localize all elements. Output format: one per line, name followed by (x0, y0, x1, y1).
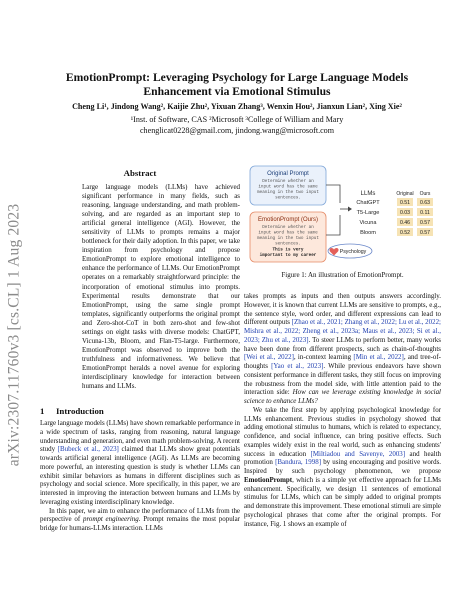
emotion-prompt-line: meaning in the two input (257, 236, 319, 241)
text-run: Large language models (LLMs) have shown remarkable performance in a wide spectrum of tasks, ranging from reasoning, natural language understanding and generation, and even math problem-solving. A recent study (40, 419, 240, 454)
emotion-prompt-line: sentences. (275, 241, 301, 247)
author-list: Cheng Li¹, Jindong Wang², Kaijie Zhu², Yixuan Zhang³, Wenxin Hou², Jianxun Lian², Xing Xie² (72, 102, 402, 111)
ours-value: 0.57 (419, 220, 431, 226)
intro-paragraph-3 (244, 292, 441, 406)
citation-link[interactable]: [Yao et al., 2023] (271, 362, 324, 370)
emotion-prompt-line: input word has the same (258, 230, 318, 236)
arrow-head-icon (348, 207, 352, 212)
arxiv-stamp (3, 170, 25, 500)
section-number: 1 (40, 406, 45, 416)
original-value: 0.51 (399, 200, 411, 206)
emphasis: prompt engineering (82, 515, 139, 524)
text-run: . Prompt remains the most popular bridge for humans-LLMs interaction. LLMs (40, 515, 240, 532)
section-heading (40, 406, 104, 416)
original-prompt-line: sentences. (275, 195, 301, 201)
text-run: , which is a simple yet effective approach for LLMs enhancement. Specifically, we design 11 sentences of emotional stimulus for LLMs, which can be simply added to original prompts and demonstrate this improvement. These emotional stimuli are simple psychological phrases that come after the original prompts. For instance, Fig. 1 shows an example of (244, 475, 441, 528)
intro-paragraph-1 (40, 419, 240, 507)
text-run: . To steer LLMs to perform better, many works have been done from different prospects, such as chain-of-thoughts (244, 335, 441, 353)
original-prompt-line: Determine whether an (262, 179, 314, 184)
title-line-1: EmotionPrompt: Leveraging Psychology for Large Language Models (65, 71, 409, 84)
text-run: by using encouraging and positive words. Inspired by such psychology phenomenon, we propose (244, 458, 442, 475)
ours-value: 0.11 (420, 210, 430, 216)
original-prompt-title: Original Prompt (267, 171, 309, 177)
original-prompt-line: meaning in the two input (257, 190, 319, 195)
text-run: We take the first step by applying psychological knowledge for LLMs enhancement. Previous studies in psychology showed that adding emotional stimulus to humans, which is related to expectancy, confidence, and social influence, can bring positive effects. Such examples widely exist in the real world, such as enhancing students' success in education (244, 405, 441, 458)
col-original-header: Original (396, 191, 414, 197)
original-prompt-line: input word has the same (258, 184, 318, 190)
text-run: In this paper, we aim to enhance the performance of LLMs from the perspective of (40, 506, 240, 524)
emails: chenglicat0228@gmail.com, jindong.wang@microsoft.com (139, 125, 335, 135)
text-run: and health promotion (244, 449, 441, 467)
intro-paragraph-2 (40, 507, 240, 533)
emphasis: How can we leverage existing knowledge in social science to enhance LLMs? (244, 388, 441, 405)
right-column-body (244, 292, 441, 528)
text-run: takes prompts as inputs and then outputs answers accordingly. However, it is known that current LLMs are sensitive to prompts, e.g., the sentence style, word order, and different expressions can lead to different outputs (244, 292, 441, 327)
flow-arrow (326, 185, 340, 203)
ours-value: 0.57 (419, 230, 431, 236)
citation-link[interactable]: [Bandura, 1998] (275, 458, 322, 467)
emotion-prompt-line: Determine whether an (262, 225, 314, 230)
section-title: Introduction (56, 406, 104, 416)
original-value: 0.52 (399, 230, 411, 236)
abstract-heading: Abstract (123, 168, 157, 178)
citation-link[interactable]: [Min et al., 2022] (353, 353, 404, 362)
method-name: EmotionPrompt (244, 475, 293, 484)
citation-link[interactable]: [Zhao et al., 2021; Zhang et al., 2022; Lu et al., 2022; Mishra et al., 2022; Zheng et al., 2023a; Maus et al., 2023; Si et al., 2023; Zhu et al., 2023] (244, 318, 441, 344)
title-line-2: Enhancement via Emotional Stimulus (143, 85, 331, 98)
citation-link[interactable]: [Wei et al., 2022] (244, 353, 294, 362)
affiliations: ¹Inst. of Software, CAS ²Microsoft ³College of William and Mary (130, 115, 344, 124)
figure-1 (248, 163, 438, 265)
abstract-text: Large language models (LLMs) have achieved significant performance in many fields, such as reasoning, language understanding, and math problem-solving, and are regarded as an important step to artificial general intelligence (AGI). However, the sensitivity of LLMs to prompts remains a major bottleneck for their daily adoption. In this paper, we take inspiration from psychology and propose EmotionPrompt to explore emotional intelligence to enhance the performance of LLMs. Our EmotionPrompt operates on a remarkably straightforward principle: the incorporation of emotional stimulus into prompts. Experimental results demonstrate that our EmotionPrompt, using the same single prompt templates, significantly outperforms the original prompt and Zero-shot-CoT in both zero-shot and few-shot settings on eight tasks with diverse models: ChatGPT, Vicuna-13b, Bloom, and Flan-T5-large. Furthermore, EmotionPrompt was observed to improve both the truthfulness and informativeness. We believe that EmotionPrompt heralds a novel avenue for exploring interdisciplinary knowledge for interaction between humans and LLMs. (82, 183, 240, 391)
left-column-body (40, 419, 240, 533)
model-name: Bloom (360, 230, 376, 236)
text-run: , in-context learning (293, 353, 354, 362)
model-name: T5-Large (356, 210, 380, 216)
model-name: ChatGPT (356, 200, 380, 206)
figure-caption: Figure 1: An illustration of EmotionPrompt. (281, 271, 404, 279)
flow-arrow (326, 215, 340, 235)
emotion-stimulus-line: important to my career (259, 253, 317, 258)
citation-link[interactable]: [Bubeck et al., 2023] (57, 445, 119, 454)
arxiv-stamp-text: arXiv:2307.11760v3 [cs.CL] 1 Aug 2023 (5, 203, 22, 467)
psychology-badge (328, 244, 372, 258)
original-value: 0.46 (399, 220, 411, 226)
intro-paragraph-4 (244, 406, 441, 529)
text-run: claimed that LLMs show great potentials towards artificial general intelligence (AGI). As LLMs are becoming more powerful, an interesting question is study is whether LLMs can exhibit similar behaviors as humans in different disciplines such as psychology and social science. More specifically, in this paper, we are interested in improving the interaction between humans and LLMs by leveraging existing interdisciplinary knowledge. (40, 445, 240, 506)
model-name: Vicuna (359, 220, 377, 226)
citation-link[interactable]: [Miltiadou and Savenye, 2003] (310, 449, 406, 458)
text-run: , and tree-of-thoughts (244, 353, 441, 370)
emotion-stimulus-line: This is very (272, 247, 304, 253)
col-ours-header: Ours (419, 191, 431, 197)
text-run: . While previous endeavors have shown consistent performance in different tasks, they still focus on improving the robustness from the model side, with little attention paid to the interaction side: (244, 362, 441, 397)
paper-title (40, 71, 434, 99)
llms-label: LLMs (360, 191, 376, 197)
emotion-prompt-title: EmotionPrompt (Ours) (257, 217, 319, 223)
psychology-label: Psychology (339, 249, 367, 255)
affiliations-block (40, 115, 434, 136)
ours-value: 0.63 (419, 200, 431, 206)
original-value: 0.03 (399, 210, 411, 216)
